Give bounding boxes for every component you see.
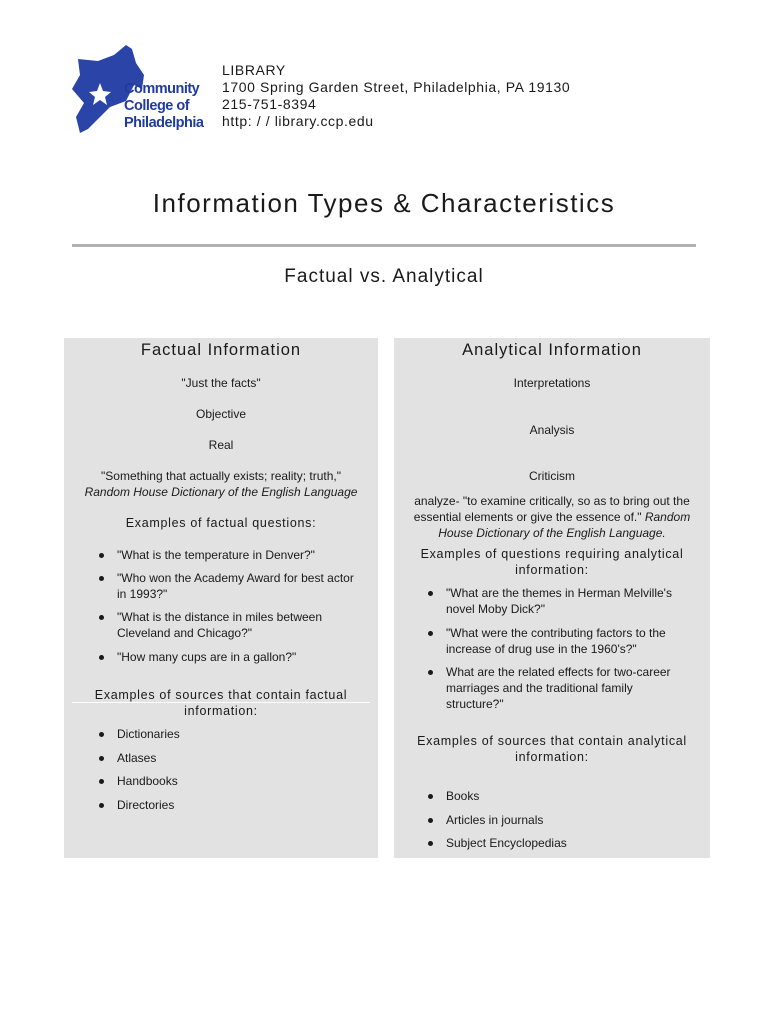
logo-wordmark xyxy=(124,81,203,132)
logo-line-3: Philadelphia xyxy=(124,115,204,131)
factual-question-3-line-1: "What is the distance in miles between xyxy=(117,610,323,624)
factual-word-objective: Objective xyxy=(195,407,247,421)
analytical-question-1-line-2: novel Moby Dick?" xyxy=(446,602,545,616)
list-item xyxy=(117,726,180,742)
page-subtitle: Factual vs. Analytical xyxy=(284,266,484,287)
analytical-definition-line-3 xyxy=(394,525,710,541)
analytical-source-2: Articles in journals xyxy=(446,813,544,827)
logo-line-1: Community xyxy=(124,81,200,97)
page-title: Information Types & Characteristics xyxy=(152,188,616,218)
factual-sources-heading-line-1: Examples of sources that contain factual xyxy=(94,688,348,702)
factual-sources-heading-line-2: information: xyxy=(184,704,258,718)
list-item xyxy=(446,664,671,712)
section-divider xyxy=(72,702,370,703)
factual-questions-heading: Examples of factual questions: xyxy=(125,516,317,530)
analytical-question-2-line-1: "What were the contributing factors to the xyxy=(446,626,666,640)
analytical-sources-heading-line-1: Examples of sources that contain analytical xyxy=(417,734,687,748)
library-url[interactable]: http: / / library.ccp.edu xyxy=(222,113,374,129)
logo-line-2: College of xyxy=(124,98,190,114)
list-item xyxy=(117,797,174,813)
list-item xyxy=(446,625,666,657)
list-item xyxy=(117,649,296,665)
analytical-question-3-line-2: marriages and the traditional family xyxy=(446,681,633,695)
list-item xyxy=(446,835,567,851)
analytical-question-1-line-1: "What are the themes in Herman Melville's xyxy=(446,586,672,600)
factual-source-4: Directories xyxy=(117,798,175,812)
factual-heading: Factual Information xyxy=(140,341,302,359)
factual-question-4: "How many cups are in a gallon?" xyxy=(117,650,297,664)
analytical-source-1: Books xyxy=(446,789,480,803)
factual-question-2-line-2: in 1993?" xyxy=(117,587,168,601)
street-address: 1700 Spring Garden Street, Philadelphia, PA 19130 xyxy=(222,79,571,95)
analytical-citation-start: Random xyxy=(644,510,691,524)
factual-question-3-line-2: Cleveland and Chicago?" xyxy=(117,626,253,640)
factual-source-2: Atlases xyxy=(117,751,157,765)
phone-number: 215-751-8394 xyxy=(222,96,317,112)
analytical-source-3: Subject Encyclopedias xyxy=(446,836,567,850)
factual-information-panel xyxy=(64,338,378,858)
analytical-definition xyxy=(394,493,710,541)
list-item xyxy=(117,773,178,789)
title-divider xyxy=(72,244,696,247)
list-item xyxy=(117,750,156,766)
factual-source-1: Dictionaries xyxy=(117,727,180,741)
library-address-block xyxy=(222,62,570,130)
list-item xyxy=(446,585,672,617)
analytical-word-interpretations: Interpretations xyxy=(513,376,591,390)
factual-citation-text: Random House Dictionary of the English Language xyxy=(84,485,358,499)
factual-question-2-line-1: "Who won the Academy Award for best actor xyxy=(117,571,354,585)
analytical-word-analysis: Analysis xyxy=(529,423,575,437)
analytical-questions-heading-line-1: Examples of questions requiring analytical xyxy=(420,547,684,561)
analytical-questions-heading xyxy=(404,546,700,578)
analytical-questions-heading-line-2: information: xyxy=(515,563,589,577)
analytical-definition-line-2 xyxy=(394,509,710,525)
analytical-definition-line-2-text: essential elements or give the essence of." xyxy=(413,510,642,524)
list-item xyxy=(446,788,479,804)
list-item xyxy=(117,547,315,563)
factual-source-3: Handbooks xyxy=(117,774,178,788)
analytical-sources-heading xyxy=(404,733,700,765)
analytical-question-3-line-3: structure?" xyxy=(446,697,504,711)
factual-citation xyxy=(64,485,378,499)
factual-question-1: "What is the temperature in Denver?" xyxy=(117,548,315,562)
analytical-question-3-line-1: What are the related effects for two-career xyxy=(446,665,671,679)
list-item xyxy=(446,812,543,828)
college-logo xyxy=(70,45,216,137)
factual-tagline: "Just the facts" xyxy=(181,376,261,390)
analytical-question-2-line-2: increase of drug use in the 1960's?" xyxy=(446,642,637,656)
list-item xyxy=(117,609,322,641)
factual-sources-heading xyxy=(74,687,368,719)
analytical-heading: Analytical Information xyxy=(462,341,642,359)
analytical-word-criticism: Criticism xyxy=(529,469,575,483)
factual-word-real: Real xyxy=(208,438,234,452)
analytical-information-panel xyxy=(394,338,710,858)
factual-quote: "Something that actually exists; reality; truth," xyxy=(101,469,341,483)
library-label: LIBRARY xyxy=(222,62,286,78)
analytical-definition-line-1: analyze- "to examine critically, so as to bring out the xyxy=(414,494,690,508)
list-item xyxy=(117,570,354,602)
analytical-citation-end: House Dictionary of the English Language. xyxy=(438,526,666,540)
analytical-sources-heading-line-2: information: xyxy=(515,750,589,764)
